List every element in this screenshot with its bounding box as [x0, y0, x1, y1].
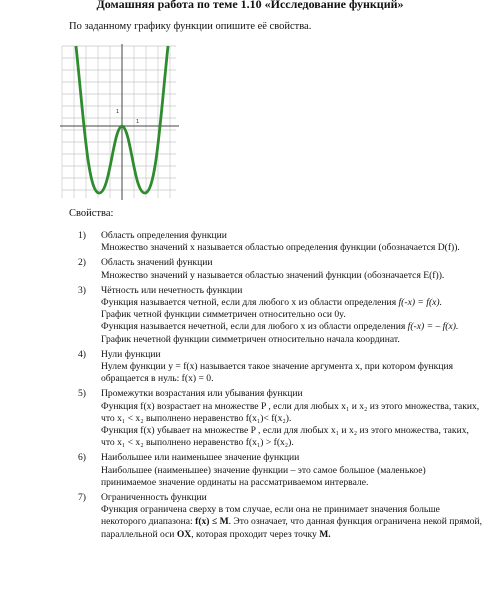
property-text: [101, 504, 483, 541]
property-number: 6): [78, 452, 86, 464]
properties-heading: Свойства:: [69, 208, 114, 219]
property-item: [78, 257, 483, 281]
instruction-text: По заданному графику функции опишите её свойства.: [69, 21, 312, 32]
property-title: Нули функции: [101, 348, 161, 360]
property-text: Множество значений y называется областью значений функции (обозначается E(f)).: [101, 269, 445, 281]
odd-formula: f(-x) = – f(x).: [407, 321, 459, 333]
property-item: [78, 492, 483, 541]
property-item: [78, 349, 483, 386]
property-text: Нулем функции y = f(x) называется такое значение аргумента x, при котором функция обращается в нуль: f(x) = 0.: [101, 361, 454, 385]
even-formula: f(-x) = f(x).: [398, 297, 443, 309]
document-title: Домашняя работа по теме 1.10 «Исследование функций»: [96, 0, 404, 11]
property-text: График четной функции симметричен относительно оси 0y.: [101, 309, 346, 321]
property-text: [101, 297, 483, 309]
even-definition-text: Функция называется четной, если для любого x из области определения: [101, 297, 399, 309]
property-text: График нечетной функции симметричен относительно начала координат.: [101, 333, 400, 345]
point-name: M.: [319, 528, 331, 540]
bounded-text: Функция ограничена сверху в том случае, если она не принимает значения больше некоторого диапазона:: [101, 504, 440, 528]
property-text: Множество значений x называется областью определения функции (обозначается D(f)).: [101, 242, 460, 254]
property-title: Промежутки возрастания или убывания функции: [101, 388, 303, 400]
axis-name: OX: [176, 528, 192, 540]
bounded-text: , которая проходит через точку: [191, 528, 320, 540]
property-item: [78, 452, 483, 489]
property-number: 5): [78, 388, 86, 400]
property-item: [78, 230, 483, 254]
property-text: Функция f(x) возрастает на множестве P , если для любых x₁ и x₂ из этого множества, таких, что x₁ < x₂ выполнено неравенство f(x₁)< f(x₂).: [101, 400, 480, 424]
bounded-text: . Это означает, что данная функция ограничена некой прямой, параллельной оси: [101, 516, 483, 540]
property-number: 7): [78, 492, 86, 504]
bounded-formula: f(x) ≤ M: [195, 516, 229, 528]
function-graph: [58, 42, 182, 202]
property-text: [101, 321, 483, 333]
odd-definition-text: Функция называется нечетной, если для любого x из области определения: [101, 321, 408, 333]
property-number: 2): [78, 257, 86, 269]
property-title: Область определения функции: [101, 230, 227, 241]
property-title: Область значений функции: [101, 257, 213, 269]
property-item: [78, 388, 483, 449]
property-title: Наибольшее или наименьшее значение функции: [101, 452, 300, 464]
property-number: 3): [78, 284, 86, 296]
property-title: Чётность или нечетность функции: [101, 284, 243, 296]
x-axis-label: 1: [136, 119, 140, 125]
properties-list: [78, 230, 483, 544]
property-text: Функция f(x) убывает на множестве P , если для любых x₁ и x₂ из этого множества, таких, что x₁ < x₂ выполнено неравенство f(x₁) > f(x₂).: [101, 425, 469, 449]
property-item: [78, 285, 483, 346]
property-number: 4): [78, 348, 86, 360]
y-axis-label: 1: [116, 109, 120, 115]
property-text: Наибольшее (наименьшее) значение функции – это самое большое (маленькое) принимаемое значение ординаты на рассматриваемом интервале.: [101, 464, 426, 488]
property-title: Ограниченность функции: [101, 492, 207, 504]
property-number: 1): [78, 230, 86, 241]
